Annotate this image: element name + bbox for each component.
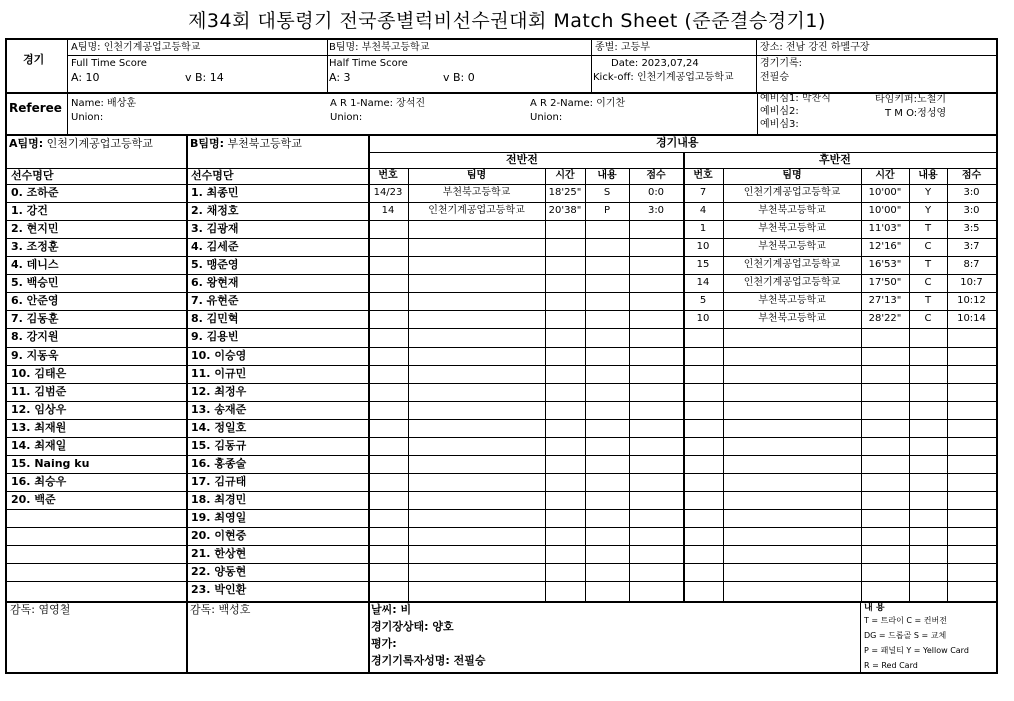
second-half-cell: Y xyxy=(924,187,932,198)
venue-label: 장소: xyxy=(760,42,783,53)
second-half-cell: 12'16" xyxy=(868,241,902,253)
reserve-3: 예비심3: xyxy=(760,119,799,130)
team-a-roster-title xyxy=(9,138,153,150)
first-half-cell: P xyxy=(603,205,611,217)
category-value: 고등부 xyxy=(620,42,650,53)
grid-line xyxy=(7,491,996,492)
team-a-player: 16. 최승우 xyxy=(11,474,67,488)
second-half-cell: 1 xyxy=(699,223,707,235)
team-a-label: A팀명: xyxy=(71,42,101,53)
first-half-cell: 3:0 xyxy=(647,205,665,217)
team-b-player: 5. 맹준영 xyxy=(191,258,239,272)
team-a-header xyxy=(71,42,200,54)
category-label: 종별: xyxy=(595,42,618,53)
category xyxy=(595,42,650,54)
game-content-header: 경기내용 xyxy=(656,136,699,149)
team-b-player: 11. 이규민 xyxy=(191,366,247,380)
team-b-player: 18. 최경민 xyxy=(191,492,247,506)
second-half-cell: 10'00" xyxy=(868,205,902,217)
second-half-cell: 부천북고등학교 xyxy=(758,223,826,235)
team-b-player: 14. 정일호 xyxy=(191,420,247,434)
grid-line xyxy=(629,168,630,601)
grid-line xyxy=(545,168,546,601)
referee-label: Referee xyxy=(9,101,62,115)
second-half-col-header: 점수 xyxy=(961,170,982,181)
first-half-cell: 18'25" xyxy=(548,187,582,198)
first-half-cell: 14 xyxy=(381,205,395,217)
half-time-label: Half Time Score xyxy=(329,58,408,69)
team-b-player: 20. 이현중 xyxy=(191,528,247,542)
full-time-a: A: 10 xyxy=(71,71,100,84)
team-b-player: 10. 이승영 xyxy=(191,348,247,362)
ar1-union: Union: xyxy=(330,112,363,123)
team-b-player: 19. 최영일 xyxy=(191,510,247,524)
venue xyxy=(760,42,870,54)
roster-b-name: 부천북고등학교 xyxy=(227,137,302,150)
ar2-name: A R 2-Name: 이기찬 xyxy=(530,98,626,109)
full-time-b: v B: 14 xyxy=(185,71,224,84)
second-half-cell: 11'03" xyxy=(868,223,902,235)
second-half-cell: C xyxy=(924,241,932,253)
grid-line xyxy=(7,473,996,474)
second-half-cell: 10:7 xyxy=(960,277,983,289)
second-half-col-header: 내용 xyxy=(918,170,938,181)
team-b-player: 9. 김용빈 xyxy=(191,330,239,344)
roster-b-label: B팀명: xyxy=(190,137,225,150)
second-half-cell: 부천북고등학교 xyxy=(758,205,826,217)
second-half-cell: 10'00" xyxy=(868,187,902,198)
team-a-player: 14. 최재일 xyxy=(11,438,67,452)
first-half-cell: 14/23 xyxy=(373,187,403,198)
team-b-player: 7. 유현준 xyxy=(191,294,239,308)
team-a-player: 6. 안준영 xyxy=(11,294,59,308)
team-b-player: 3. 김광재 xyxy=(191,222,239,236)
grid-line xyxy=(7,563,996,564)
second-half-cell: C xyxy=(924,277,932,289)
legend-title: 내 용 xyxy=(864,603,885,613)
team-b-player: 16. 홍종술 xyxy=(191,456,247,470)
recorder: 경기기록자성명: 전필승 xyxy=(371,654,486,667)
team-b-player: 21. 한상현 xyxy=(191,547,247,560)
grid-line xyxy=(7,527,996,528)
referee-union: Union: xyxy=(71,112,104,123)
team-a-player: 2. 현지민 xyxy=(11,222,59,236)
second-half-cell: 3:5 xyxy=(963,223,980,235)
first-half-cell: 인천기계공업고등학교 xyxy=(428,205,525,217)
second-half-cell: Y xyxy=(924,205,932,217)
second-half-col-header: 팀명 xyxy=(782,170,802,181)
field-condition: 경기장상태: 양호 xyxy=(371,620,454,633)
ar2-union: Union: xyxy=(530,112,563,123)
second-half-col-header: 시간 xyxy=(875,170,895,181)
second-half-cell: 10 xyxy=(696,241,710,253)
second-half-cell: 부천북고등학교 xyxy=(758,241,826,253)
team-a-player: 3. 조정훈 xyxy=(11,240,59,254)
team-a-player: 12. 임상우 xyxy=(11,402,67,416)
timekeeper: 타임키퍼:노철기 xyxy=(875,94,946,105)
team-a-player: 10. 김태은 xyxy=(11,366,67,380)
grid-line xyxy=(7,401,996,402)
second-half-cell: C xyxy=(924,313,932,325)
team-b-player: 23. 박인환 xyxy=(191,583,247,597)
team-b-player: 17. 김규태 xyxy=(191,474,247,488)
team-a-player: 13. 최재원 xyxy=(11,420,67,434)
team-b-header xyxy=(329,42,429,54)
second-half-cell: 28'22" xyxy=(868,313,902,325)
team-a-player: 15. Naing ku xyxy=(11,456,90,470)
second-half-cell: 17'50" xyxy=(868,277,902,289)
team-b-player: 2. 채정호 xyxy=(191,204,239,218)
second-half-cell: T xyxy=(924,223,932,235)
first-half-header: 전반전 xyxy=(506,153,538,166)
grid-line xyxy=(7,437,996,438)
record-name: 전필승 xyxy=(760,72,789,83)
roster-a-header: 선수명단 xyxy=(11,169,54,182)
team-b-player: 6. 왕현재 xyxy=(191,276,239,290)
second-half-cell: 27'13" xyxy=(868,295,902,307)
second-half-cell: 10:12 xyxy=(957,295,986,307)
second-half-cell: 부천북고등학교 xyxy=(758,313,826,325)
team-b-roster-title xyxy=(190,138,302,150)
second-half-cell: 4 xyxy=(699,205,707,217)
second-half-col-header: 번호 xyxy=(693,170,713,181)
grid-line xyxy=(408,168,409,601)
second-half-cell: 3:0 xyxy=(963,187,980,198)
page-title: 제34회 대통령기 전국종별럭비선수권대회 Match Sheet (준준결승경기1) xyxy=(188,10,826,32)
grid-line xyxy=(7,581,996,582)
team-b-player: 13. 송재준 xyxy=(191,402,247,416)
first-half-cell: 부천북고등학교 xyxy=(442,187,511,198)
reserve-1: 예비심1: 박찬식 xyxy=(760,93,831,104)
grid-line xyxy=(7,545,996,546)
second-half-cell: 5 xyxy=(699,295,707,307)
first-half-col-header: 점수 xyxy=(646,170,666,181)
reserve-2: 예비심2: xyxy=(760,106,799,117)
team-a-player: 11. 김범준 xyxy=(11,384,67,398)
coach-a: 감독: 염영철 xyxy=(10,603,71,616)
game-label: 경기 xyxy=(23,53,45,66)
match-date: Date: 2023,07,24 xyxy=(611,58,699,69)
grid-line xyxy=(7,419,996,420)
weather: 날씨: 비 xyxy=(371,603,412,616)
team-a-player: 0. 조하준 xyxy=(11,186,59,199)
ar1-name: A R 1-Name: 장석진 xyxy=(330,98,426,109)
roster-a-label: A팀명: xyxy=(9,137,44,150)
first-half-col-header: 팀명 xyxy=(466,170,487,181)
venue-value: 전남 강진 하멜구장 xyxy=(785,42,870,53)
first-half-col-header: 내용 xyxy=(597,170,617,181)
grid-line xyxy=(7,383,996,384)
team-a-player: 8. 강지원 xyxy=(11,330,59,344)
legend-line-1: T = 트라이 C = 컨버전 xyxy=(864,616,947,625)
grid-line xyxy=(7,365,996,366)
second-half-cell: 8:7 xyxy=(963,259,980,271)
full-time-label: Full Time Score xyxy=(71,58,147,69)
team-b-player: 8. 김민혁 xyxy=(191,312,239,326)
team-a-player: 1. 강건 xyxy=(11,204,48,218)
team-a-player: 9. 지동욱 xyxy=(11,348,59,362)
team-b-player: 1. 최종민 xyxy=(191,186,239,199)
match-sheet xyxy=(5,38,998,674)
roster-b-header: 선수명단 xyxy=(191,169,234,182)
first-half-cell: 20'38" xyxy=(548,205,582,217)
roster-a-name: 인천기계공업고등학교 xyxy=(46,137,153,150)
second-half-header: 후반전 xyxy=(819,153,851,166)
second-half-cell: 14 xyxy=(696,277,710,289)
second-half-cell: 인천기계공업고등학교 xyxy=(743,277,841,289)
team-a-player: 7. 김동훈 xyxy=(11,312,59,326)
second-half-cell: 3:7 xyxy=(963,241,980,253)
second-half-cell: 3:0 xyxy=(963,205,980,217)
referee-name: Name: 배상훈 xyxy=(71,98,137,109)
team-a-player: 5. 백승민 xyxy=(11,276,59,290)
first-half-col-header: 시간 xyxy=(555,170,575,181)
grid-line xyxy=(585,168,586,601)
team-a-name: 인천기계공업고등학교 xyxy=(103,42,201,53)
half-time-a: A: 3 xyxy=(329,71,351,84)
kickoff: Kick-off: 인천기계공업고등학교 xyxy=(593,72,734,83)
team-a-player: 4. 데니스 xyxy=(11,258,59,272)
second-half-cell: 16'53" xyxy=(868,259,902,271)
half-time-b: v B: 0 xyxy=(443,71,475,84)
grid-line xyxy=(7,347,996,348)
second-half-cell: T xyxy=(924,295,932,307)
team-b-player: 15. 김동규 xyxy=(191,438,247,452)
legend-line-4: R = Red Card xyxy=(864,661,918,670)
first-half-cell: S xyxy=(603,187,611,198)
team-b-player: 12. 최정우 xyxy=(191,384,247,398)
grid-line xyxy=(7,455,996,456)
legend-line-3: P = 패널티 Y = Yellow Card xyxy=(864,646,969,655)
first-half-col-header: 번호 xyxy=(378,170,398,181)
team-b-name: 부천북고등학교 xyxy=(361,42,430,53)
second-half-cell: 인천기계공업고등학교 xyxy=(743,259,841,271)
second-half-cell: 10:14 xyxy=(957,313,986,325)
legend-line-2: DG = 드롭골 S = 교체 xyxy=(864,631,947,640)
team-b-player: 4. 김세준 xyxy=(191,240,239,254)
second-half-cell: T xyxy=(924,259,932,271)
team-a-player: 20. 백준 xyxy=(11,492,56,506)
first-half-cell: 0:0 xyxy=(647,187,665,198)
second-half-cell: 인천기계공업고등학교 xyxy=(743,187,841,198)
team-b-label: B팀명: xyxy=(329,42,359,53)
coach-b: 감독: 백성호 xyxy=(190,603,251,616)
grid-line xyxy=(7,509,996,510)
second-half-cell: 부천북고등학교 xyxy=(758,295,826,307)
grid-line xyxy=(7,328,996,329)
second-half-cell: 15 xyxy=(696,259,710,271)
tmo: T M O:정성영 xyxy=(885,108,947,119)
team-b-player: 22. 양동현 xyxy=(191,565,247,578)
second-half-cell: 10 xyxy=(696,313,710,325)
second-half-cell: 7 xyxy=(699,187,707,198)
record-label: 경기기록: xyxy=(760,58,803,69)
evaluation: 평가: xyxy=(371,637,397,650)
